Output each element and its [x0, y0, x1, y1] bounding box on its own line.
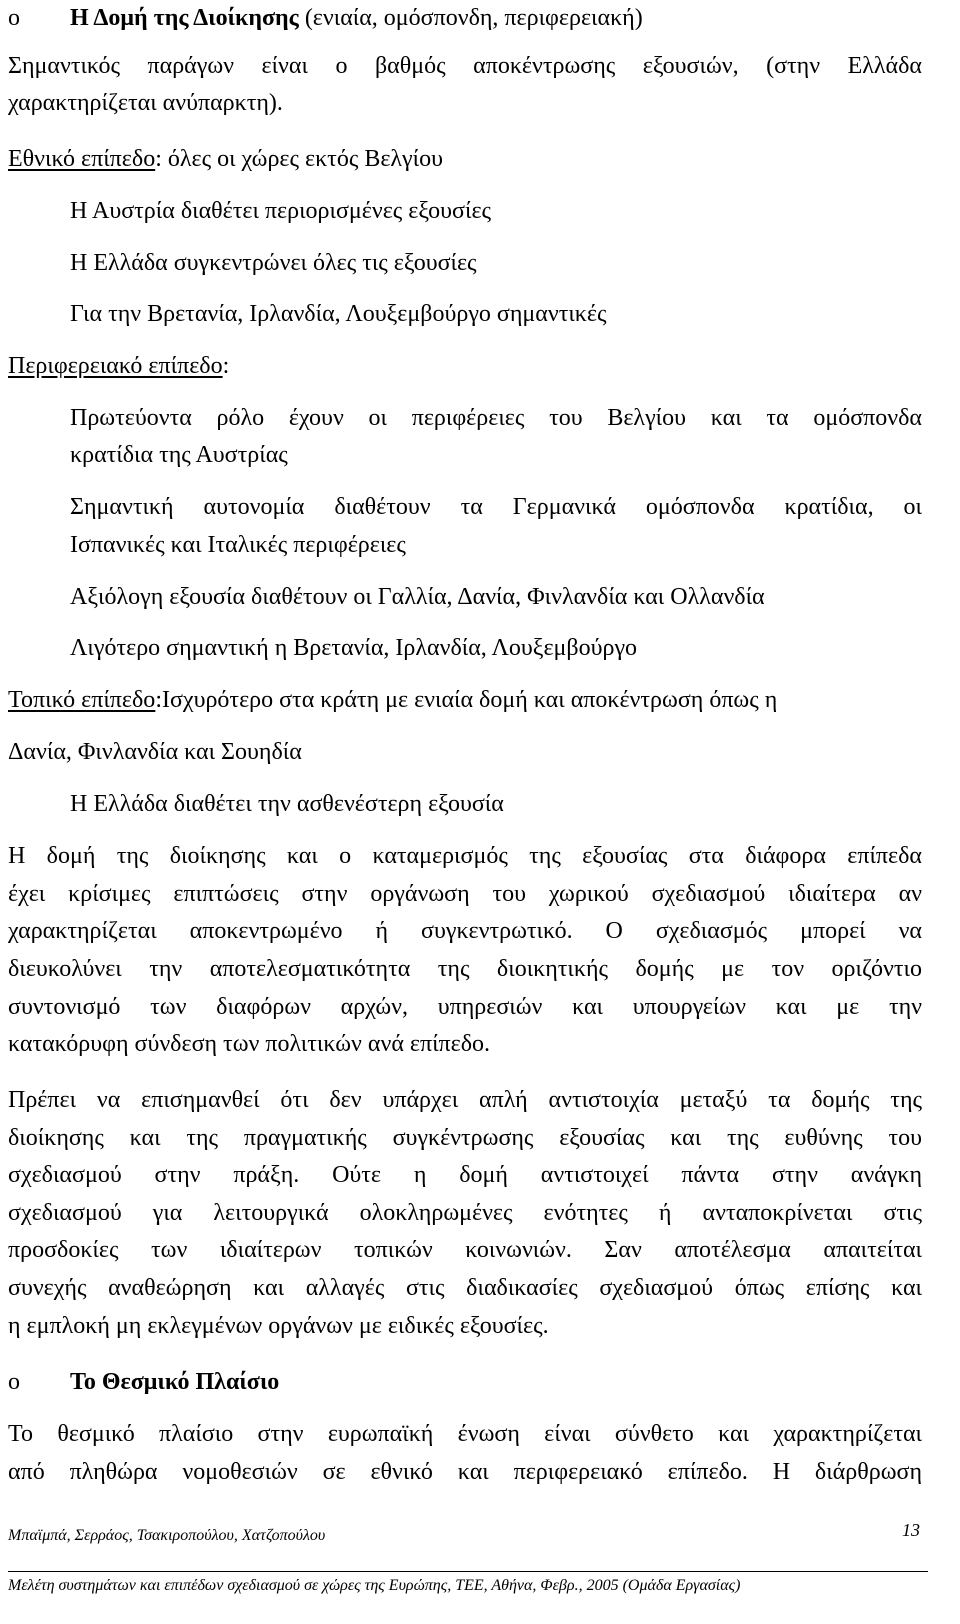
national-item-greece: Η Ελλάδα συγκεντρώνει όλες τις εξουσίες	[70, 250, 477, 276]
para1-line-1: Η δομή της διοίκησης και ο καταμερισμός της εξουσίας στα διάφορα επίπεδα	[8, 843, 922, 869]
para2-line-7: η εμπλοκή μη εκλεγμένων οργάνων με ειδικές εξουσίες.	[8, 1313, 549, 1339]
national-level-heading	[8, 145, 443, 173]
national-level-label: Εθνικό επίπεδο	[8, 146, 156, 172]
section-title: Η Δομή της Διοίκησης	[70, 5, 299, 31]
para3-line-1: Το θεσμικό πλαίσιο στην ευρωπαϊκή ένωση είναι σύνθετο και χαρακτηρίζεται	[8, 1421, 922, 1447]
section-title: Το Θεσμικό Πλαίσιο	[70, 1369, 280, 1395]
intro-line-1: Σημαντικός παράγων είναι ο βαθμός αποκέντρωσης εξουσιών, (στην Ελλάδα	[8, 53, 922, 79]
para2-line-5: προσδοκίες των ιδιαίτερων τοπικών κοινωνιών. Σαν αποτέλεσμα απαιτείται	[8, 1237, 922, 1263]
section-bullet: o	[8, 1369, 20, 1395]
para3-line-2: από πληθώρα νομοθεσιών σε εθνικό και περιφερειακό επίπεδο. Η διάρθρωση	[8, 1459, 922, 1485]
national-item-britain: Για την Βρετανία, Ιρλανδία, Λουξεμβούργο σημαντικές	[70, 301, 607, 327]
national-level-text: : όλες οι χώρες εκτός Βελγίου	[155, 146, 443, 172]
para1-line-5: συντονισμό των διαφόρων αρχών, υπηρεσιών και υπουργείων και με την	[8, 994, 922, 1020]
para1-line-3: χαρακτηρίζεται αποκεντρωμένο ή συγκεντρωτικό. Ο σχεδιασμός μπορεί να	[8, 918, 922, 944]
para2-line-3: σχεδιασμού στην πράξη. Ούτε η δομή αντιστοιχεί πάντα στην ανάγκη	[8, 1162, 922, 1188]
regional-p1-line-2: κρατίδια της Αυστρίας	[70, 442, 288, 468]
section-title-rest: (ενιαία, ομόσπονδη, περιφερειακή)	[298, 5, 643, 31]
local-level-heading	[8, 686, 777, 714]
section-heading	[70, 4, 643, 32]
para1-line-6: κατακόρυφη σύνδεση των πολιτικών ανά επίπεδο.	[8, 1031, 491, 1057]
footer-study-title: Μελέτη συστημάτων και επιπέδων σχεδιασμού σε χώρες της Ευρώπης, ΤΕΕ, Αθήνα, Φεβρ., 2005 (Ομάδα Εργασίας)	[8, 1577, 741, 1594]
intro-line-2: χαρακτηρίζεται ανύπαρκτη).	[8, 90, 283, 116]
footer-authors: Μπαϊμπά, Σερράος, Τσακιροπούλου, Χατζοπούλου	[8, 1527, 326, 1544]
para2-line-6: συνεχής αναθεώρηση και αλλαγές στις διαδικασίες σχεδιασμού όπως επίσης και	[8, 1275, 922, 1301]
para2-line-2: διοίκησης και της πραγματικής συγκέντρωσης εξουσίας και της ευθύνης του	[8, 1125, 922, 1151]
local-item-greece: Η Ελλάδα διαθέτει την ασθενέστερη εξουσία	[70, 791, 504, 817]
regional-p2-line-2: Ισπανικές και Ιταλικές περιφέρειες	[70, 532, 406, 558]
regional-p1-line-1: Πρωτεύοντα ρόλο έχουν οι περιφέρειες του Βελγίου και τα ομόσπονδα	[70, 405, 922, 431]
regional-level-heading	[8, 352, 229, 380]
para1-line-2: έχει κρίσιμες επιπτώσεις στην οργάνωση του χωρικού σχεδιασμού ιδιαίτερα αν	[8, 881, 922, 907]
regional-p2-line-1: Σημαντική αυτονομία διαθέτουν τα Γερμανικά ομόσπονδα κρατίδια, οι	[70, 494, 922, 520]
regional-level-label: Περιφερειακό επίπεδο	[8, 353, 223, 379]
local-level-line-2: Δανία, Φινλανδία και Σουηδία	[8, 739, 302, 765]
regional-p4: Λιγότερο σημαντική η Βρετανία, Ιρλανδία, Λουξεμβούργο	[70, 635, 638, 661]
para2-line-1: Πρέπει να επισημανθεί ότι δεν υπάρχει απλή αντιστοιχία μεταξύ τα δομής της	[8, 1087, 922, 1113]
regional-p3: Αξιόλογη εξουσία διαθέτουν οι Γαλλία, Δανία, Φινλανδία και Ολλανδία	[70, 584, 765, 610]
para2-line-4: σχεδιασμού για λειτουργικά ολοκληρωμένες ενότητες ή ανταποκρίνεται στις	[8, 1200, 922, 1226]
page-number: 13	[902, 1520, 920, 1540]
local-level-label: Τοπικό επίπεδο	[8, 687, 156, 713]
national-item-austria: Η Αυστρία διαθέτει περιορισμένες εξουσίες	[70, 198, 492, 224]
footer-divider	[8, 1571, 928, 1572]
section-bullet: o	[8, 5, 20, 31]
local-level-text: :Ισχυρότερο στα κράτη με ενιαία δομή και αποκέντρωση όπως η	[155, 687, 778, 713]
para1-line-4: διευκολύνει την αποτελεσματικότητα της διοικητικής δομής με τον οριζόντιο	[8, 956, 922, 982]
regional-level-colon: :	[222, 353, 230, 379]
